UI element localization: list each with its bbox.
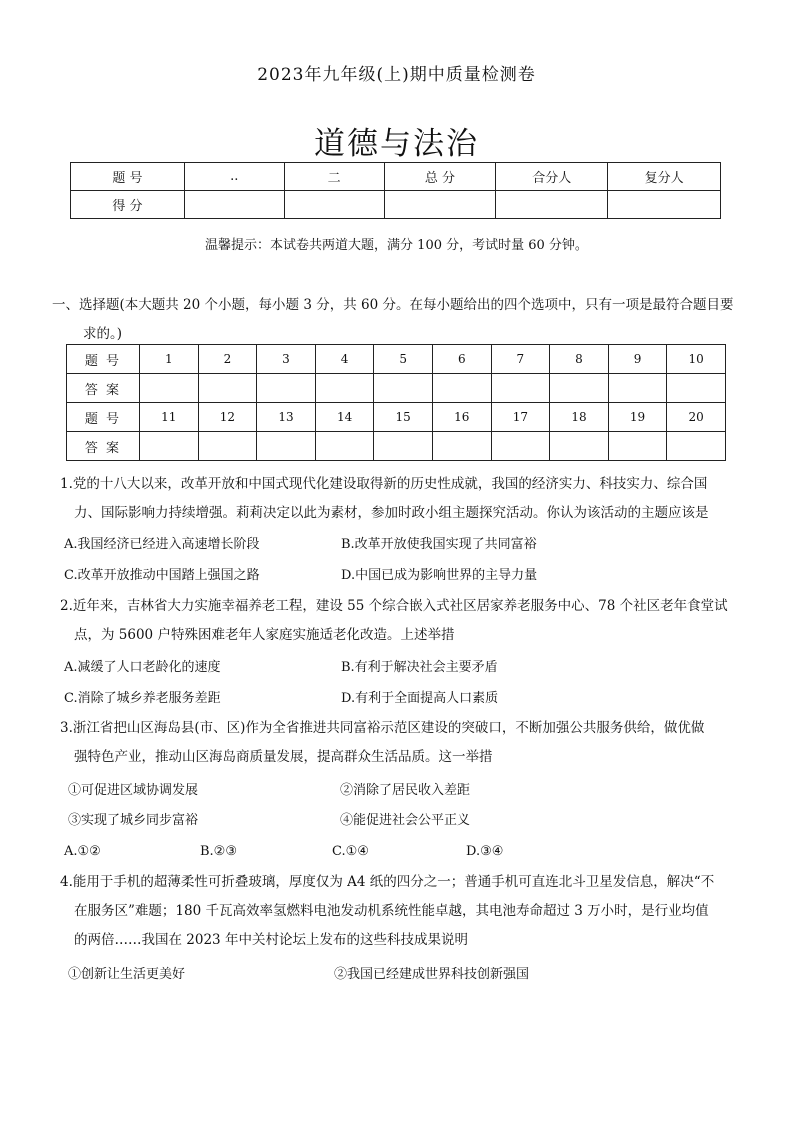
question-number-cell: 9 [608, 345, 667, 374]
answer-cell [550, 432, 609, 461]
question-number-cell: 6 [432, 345, 491, 374]
answer-cell [257, 374, 316, 403]
question-line: 力、国际影响力持续增强。莉莉决定以此为素材，参加时政小组主题探究活动。你认为该活动的主题应该是 [74, 505, 709, 521]
score-cell [496, 191, 608, 219]
score-cell [608, 191, 721, 219]
question-number-cell: 1 [140, 345, 199, 374]
question-number-cell: 13 [257, 403, 316, 432]
question-number-cell: 14 [315, 403, 374, 432]
answer-cell [432, 432, 491, 461]
question-1-options-row [64, 530, 754, 559]
score-header-cell: 总 分 [384, 163, 496, 191]
answer-cell [667, 374, 726, 403]
answer-cell [550, 374, 609, 403]
question-line: 2.近年来，吉林省大力实施幸福养老工程，建设 55 个综合嵌入式社区居家养老服务中心、78 个社区老年食堂试 [60, 598, 728, 614]
question-number-cell: 20 [667, 403, 726, 432]
statement-1: ①创新让生活更美好 [68, 967, 186, 982]
score-cell [284, 191, 384, 219]
answer-cell [608, 374, 667, 403]
answer-row-label: 答 案 [67, 374, 140, 403]
answer-cell [667, 432, 726, 461]
answer-cell [374, 374, 433, 403]
question-number-cell: 15 [374, 403, 433, 432]
statement-2: ②消除了居民收入差距 [340, 783, 471, 798]
question-2-stem [60, 592, 750, 650]
statement-1: ①可促进区域协调发展 [68, 783, 199, 798]
question-3-stem [60, 714, 750, 772]
exam-tip: 温馨提示：本试卷共两道大题，满分 100 分，考试时量 60 分钟。 [205, 238, 588, 253]
score-header-cell: 复分人 [608, 163, 721, 191]
answer-row-label: 题 号 [67, 403, 140, 432]
question-number-cell: 10 [667, 345, 726, 374]
score-cell [384, 191, 496, 219]
question-2-options-row [64, 653, 754, 682]
answer-cell [140, 432, 199, 461]
statement-4: ④能促进社会公平正义 [340, 813, 471, 828]
answer-cell [491, 432, 550, 461]
score-header-cell: 合分人 [496, 163, 608, 191]
question-number-cell: 18 [550, 403, 609, 432]
statement-2: ②我国已经建成世界科技创新强国 [334, 967, 530, 982]
question-number-cell: 4 [315, 345, 374, 374]
question-3-statements-row [64, 776, 754, 805]
answer-cell [198, 432, 257, 461]
section-heading-line: 一、选择题(本大题共 20 个小题，每小题 3 分，共 60 分。在每小题给出的四个选项中，只有一项是最符合题目要 [52, 297, 734, 313]
question-line: 1.党的十八大以来，改革开放和中国式现代化建设取得新的历史性成就，我国的经济实力、科技实力、综合国 [60, 476, 708, 492]
question-line: 4.能用于手机的超薄柔性可折叠玻璃，厚度仅为 A4 纸的四分之一；普通手机可直连北斗卫星发信息，解决“不 [60, 874, 715, 890]
question-line: 点，为 5600 户特殊困难老年人家庭实施适老化改造。上述举措 [74, 627, 455, 643]
option-c[interactable]: C.消除了城乡养老服务差距 [64, 691, 221, 706]
option-b[interactable]: B.②③ [200, 844, 237, 859]
question-4-statements-row [64, 960, 754, 989]
answer-cell [491, 374, 550, 403]
answer-cell [315, 432, 374, 461]
answer-row-label: 题 号 [67, 345, 140, 374]
score-row-label: 得 分 [71, 191, 185, 219]
question-1-options-row [64, 561, 754, 590]
option-d[interactable]: D.中国已成为影响世界的主导力量 [341, 568, 538, 583]
question-number-cell: 8 [550, 345, 609, 374]
score-header-cell: .. [184, 163, 284, 191]
question-line: 强特色产业，推动山区海岛商质量发展，提高群众生活品质。这一举措 [74, 749, 493, 765]
option-d[interactable]: D.③④ [466, 844, 504, 859]
section-heading-line: 求的。) [83, 326, 123, 342]
question-number-cell: 17 [491, 403, 550, 432]
question-number-cell: 12 [198, 403, 257, 432]
score-cell [184, 191, 284, 219]
answer-cell [140, 374, 199, 403]
question-4-stem [60, 868, 750, 955]
option-a[interactable]: A.我国经济已经进入高速增长阶段 [64, 537, 260, 552]
statement-3: ③实现了城乡同步富裕 [68, 813, 199, 828]
answer-cell [198, 374, 257, 403]
score-header-cell: 题 号 [71, 163, 185, 191]
option-b[interactable]: B.有利于解决社会主要矛盾 [341, 660, 498, 675]
question-number-cell: 7 [491, 345, 550, 374]
option-b[interactable]: B.改革开放使我国实现了共同富裕 [341, 537, 537, 552]
question-2-options-row [64, 684, 754, 713]
score-table [70, 162, 721, 219]
subject-title: 道德与法治 [314, 126, 479, 162]
question-number-cell: 16 [432, 403, 491, 432]
answer-cell [257, 432, 316, 461]
exam-title: 2023年九年级(上)期中质量检测卷 [257, 65, 536, 85]
option-a[interactable]: A.①② [64, 844, 101, 859]
answer-cell [315, 374, 374, 403]
question-number-cell: 2 [198, 345, 257, 374]
option-a[interactable]: A.减缓了人口老龄化的速度 [64, 660, 221, 675]
section-heading [52, 291, 757, 349]
answer-cell [432, 374, 491, 403]
question-3-statements-row [64, 806, 754, 835]
answer-table [66, 344, 726, 461]
answer-row-label: 答 案 [67, 432, 140, 461]
question-number-cell: 19 [608, 403, 667, 432]
question-1-stem [60, 470, 750, 528]
answer-cell [374, 432, 433, 461]
question-number-cell: 11 [140, 403, 199, 432]
option-d[interactable]: D.有利于全面提高人口素质 [341, 691, 499, 706]
question-line: 在服务区”难题；180 千瓦高效率氢燃料电池发动机系统性能卓越，其电池寿命超过 3 万小时，是行业均值 [74, 903, 709, 919]
question-line: 3.浙江省把山区海岛县(市、区)作为全省推进共同富裕示范区建设的突破口，不断加强公共服务供给，做优做 [60, 720, 705, 736]
answer-cell [608, 432, 667, 461]
score-header-cell: 二 [284, 163, 384, 191]
option-c[interactable]: C.改革开放推动中国踏上强国之路 [64, 568, 260, 583]
option-c[interactable]: C.①④ [332, 844, 369, 859]
question-3-options-row [64, 837, 754, 866]
question-number-cell: 5 [374, 345, 433, 374]
question-line: 的两倍……我国在 2023 年中关村论坛上发布的这些科技成果说明 [74, 932, 468, 948]
question-number-cell: 3 [257, 345, 316, 374]
